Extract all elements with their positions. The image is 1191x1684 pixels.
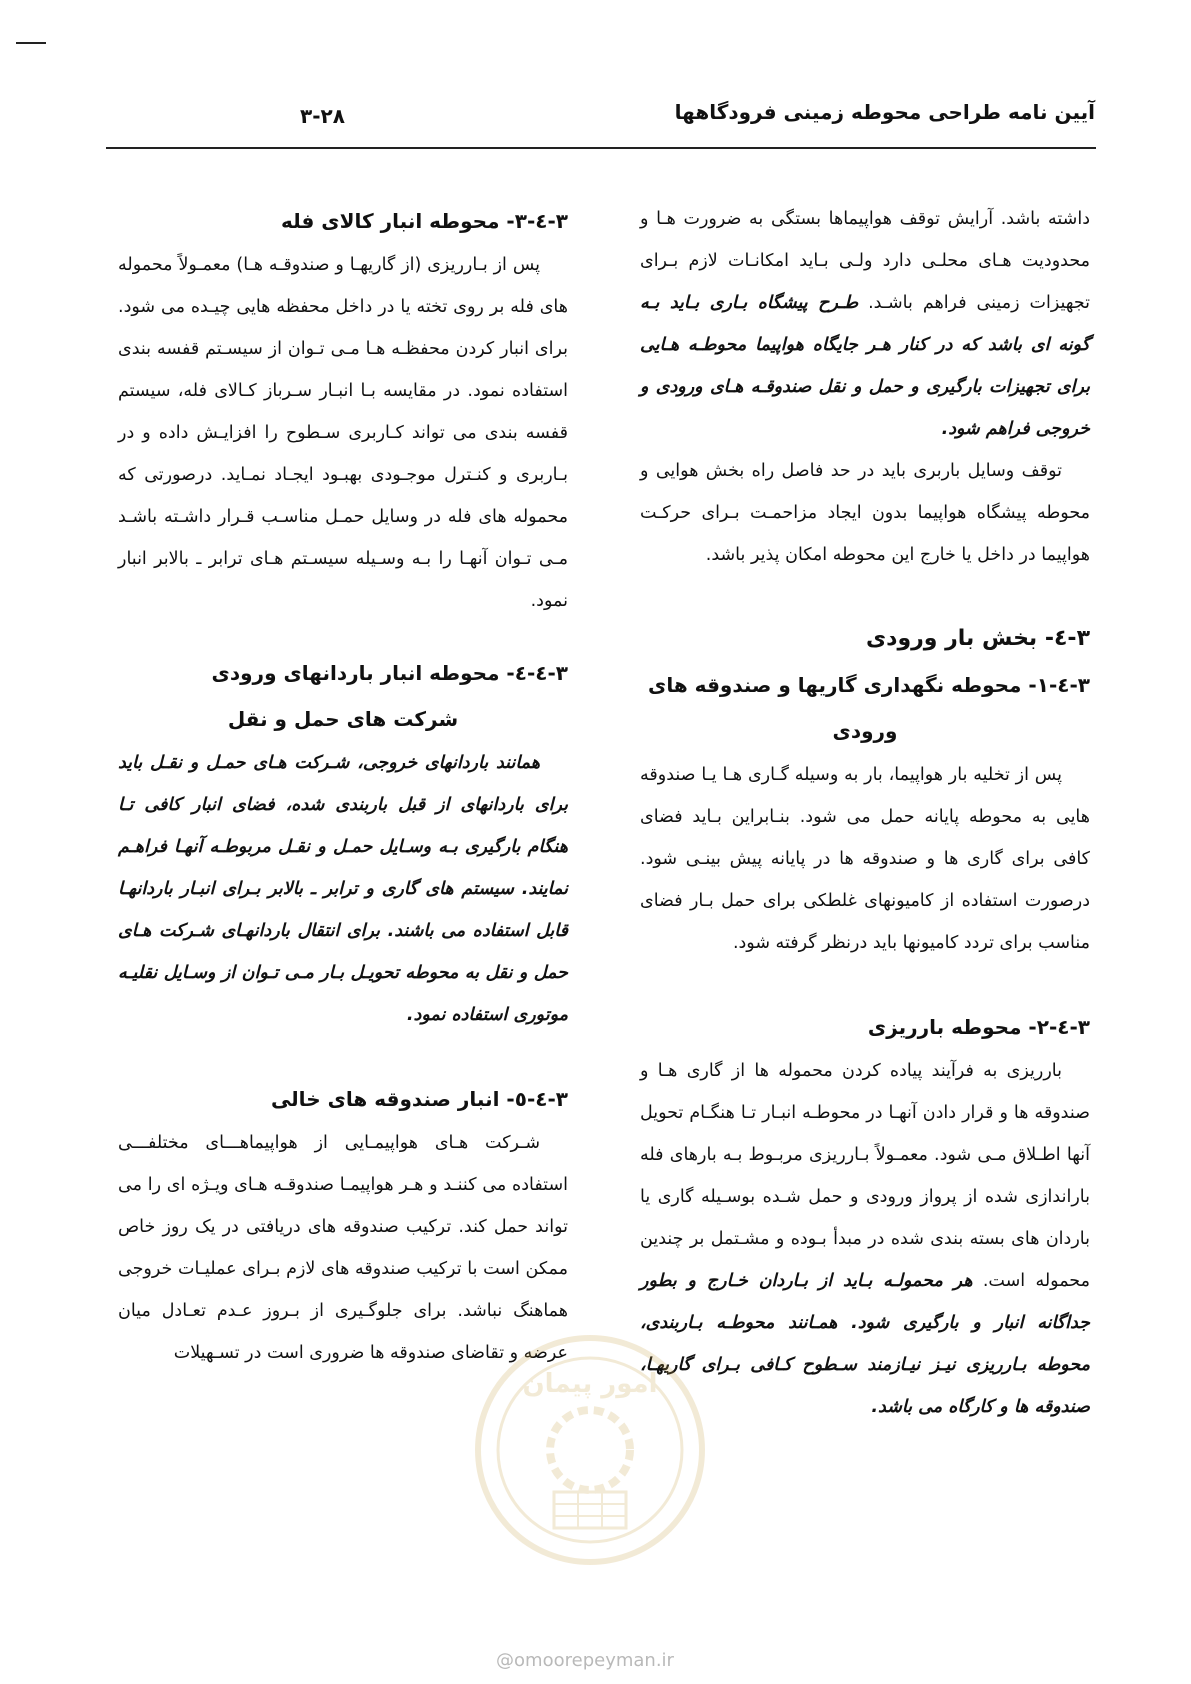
right-paragraph-2: توقف وسایل باربری باید در حد فاصل راه بخش هوایی و محوطه پیشگاه هواپیما بدون ایجاد مزاحمـت بـرای حرکـت هواپیما در داخل یا خارج این محوطه امکان پذیر باشد. (640, 461, 1090, 565)
section-heading-4: ۳-٤- بخش بار ورودی (866, 626, 1090, 651)
left-paragraph-3: شـرکت هـای هواپیمـایی از هواپیماهـــای مختلفـــی استفاده می کننـد و هـر هواپیمـا صندوقـه هـای ویـژه ای را می تواند حمل کند. ترکیب صندوقه های دریافتی در یک روز خاص ممکن است با ترکیب صندوقه های لازم بـرای عملیـات خروجی هماهنگ نباشد. برای جلوگـیری از بـروز عـدم تعـادل میان عرضه و تقاضای صندوقه ها ضروری است در تسـهیلات (118, 1133, 568, 1363)
section-heading-4-3: ۳-٤-۳- محوطه انبار کالای فله (280, 209, 568, 233)
right-paragraph-1-text: داشته باشد. آرایش توقف هواپیماها بستگی به ضرورت هـا و محدودیت هـای محلـی دارد ولـی بـاید امکانـات لازم بـرای تجهیزات زمینی فراهم باشـد. (640, 209, 1090, 313)
section-heading-4-4: ۳-٤-٤- محوطه انبار باردانهای ورودی (211, 661, 568, 685)
spacer (640, 576, 1090, 616)
section-heading-4-1-continued: ورودی (832, 719, 898, 743)
running-header-title: آیین نامه طراحی محوطه زمینی فرودگاهها (674, 100, 1095, 124)
section-heading-4-2: ۳-٤-۲- محوطه بارریزی (867, 1015, 1090, 1039)
left-paragraph-1: پس از بـارریزی (از گاریهـا و صندوقـه هـا) معمـولاً محموله های فله بر روی تخته یا در داخل محفظه هایی چیـده می شود. برای انبار کردن محفظـه هـا مـی تـوان از سیسـتم قفسه بندی استفاده نمود. در مقایسه بـا انبـار سـرباز کـالای فله، سیستم قفسه بندی می تواند کـاربری سـطوح را افزایـش داده و در بـاربری و کنـترل موجـودی بهبـود ایجـاد نمـاید. درصورتی که محموله های فله در وسایل حمـل مناسـب قـرار داشـته باشـد مـی تـوان آنهـا را بـه وسـیله سیسـتم هـای ترابر ـ بالابر انبار نمود. (118, 255, 568, 611)
stamp-text: امور پیمان (522, 1369, 658, 1399)
spacer (118, 1036, 568, 1076)
corner-mark (16, 42, 46, 44)
gear-icon (550, 1410, 630, 1490)
section-heading-4-1: ۳-٤-۱- محوطه نگهداری گاریها و صندوقه های (648, 673, 1090, 697)
left-paragraph-2: همانند باردانهای خروجی، شـرکت هـای حمـل و نقـل باید برای باردانهای از قبل باربندی شده، فضای انبار کافی تـا هنگام بارگیری بـه وسـایل حمـل و نقـل مربوطـه آنهـا فراهـم نمایند. سیستم های گاری و ترابر ـ بالابر بـرای انبـار باردانهـا قابل استفاده می باشند. برای انتقال باردانهـای شـرکت هـای حمل و نقل به محوطه تحویـل بـار مـی تـوان از وسـایل نقلیـه موتوری استفاده نمود. (118, 753, 568, 1025)
building-grid-icon (554, 1492, 626, 1528)
left-column (118, 198, 568, 1374)
header-rule (106, 147, 1096, 149)
watermark-stamp (470, 1330, 710, 1570)
right-column (640, 198, 1090, 1428)
section-heading-4-5: ۳-٤-٥- انبار صندوقه های خالی (270, 1087, 568, 1111)
right-paragraph-1-emphasis: طـرح پیشگاه بـاری بـاید بـه گونه ای باشد که در کنار هـر جایگاه هواپیما محوطـه هـایی برای تجهیزات بارگیری و حمل و نقل صندوقـه هـای ورودی و خروجی فراهم شود. (640, 293, 1090, 439)
right-paragraph-3: پس از تخلیه بار هواپیما، بار به وسیله گـاری هـا یـا صندوقه هایی به محوطه پایانه حمل می شود. بنـابراین بـاید فضای کافی برای گاری ها و صندوقه ها در پایانه پیش بینـی شود. درصورت استفاده از کامیونهای غلطکی برای حمل بـار فضای مناسب برای تردد کامیونها باید درنظر گرفته شود. (640, 765, 1090, 953)
section-heading-4-4-continued: شرکت های حمل و نقل (227, 707, 459, 731)
watermark-url: @omoorepeyman.ir (496, 1650, 674, 1671)
right-paragraph-4-text: بارریزی به فرآیند پیاده کردن محموله ها از گاری هـا و صندوقه ها و قرار دادن آنهـا در محوطـه انبـار تـا هنگـام تحویل آنها اطـلاق مـی شود. معمـولاً بـارریزی مربـوط بـه بارهای فله باراندازی شده از پرواز ورودی و حمل شـده بوسـیله گاری یا باردان های بسته بندی شده در مبدأ بـوده و مشـتمل بر چندین محموله است. (640, 1061, 1090, 1291)
right-paragraph-1 (640, 198, 1090, 450)
right-paragraph-4-emphasis: هر محمولـه بـاید از بـاردان خـارج و بطور جداگانه انبار و بارگیری شود. همـانند محوطـه بـاربندی، محوطه بـارریزی نیـز نیـازمند سـطوح کـافی بـرای گاریهـا، صندوقه ها و کارگاه می باشد. (640, 1271, 1090, 1417)
page-number: ۳-۲۸ (300, 104, 345, 128)
spacer (640, 964, 1090, 1004)
spacer (118, 622, 568, 650)
